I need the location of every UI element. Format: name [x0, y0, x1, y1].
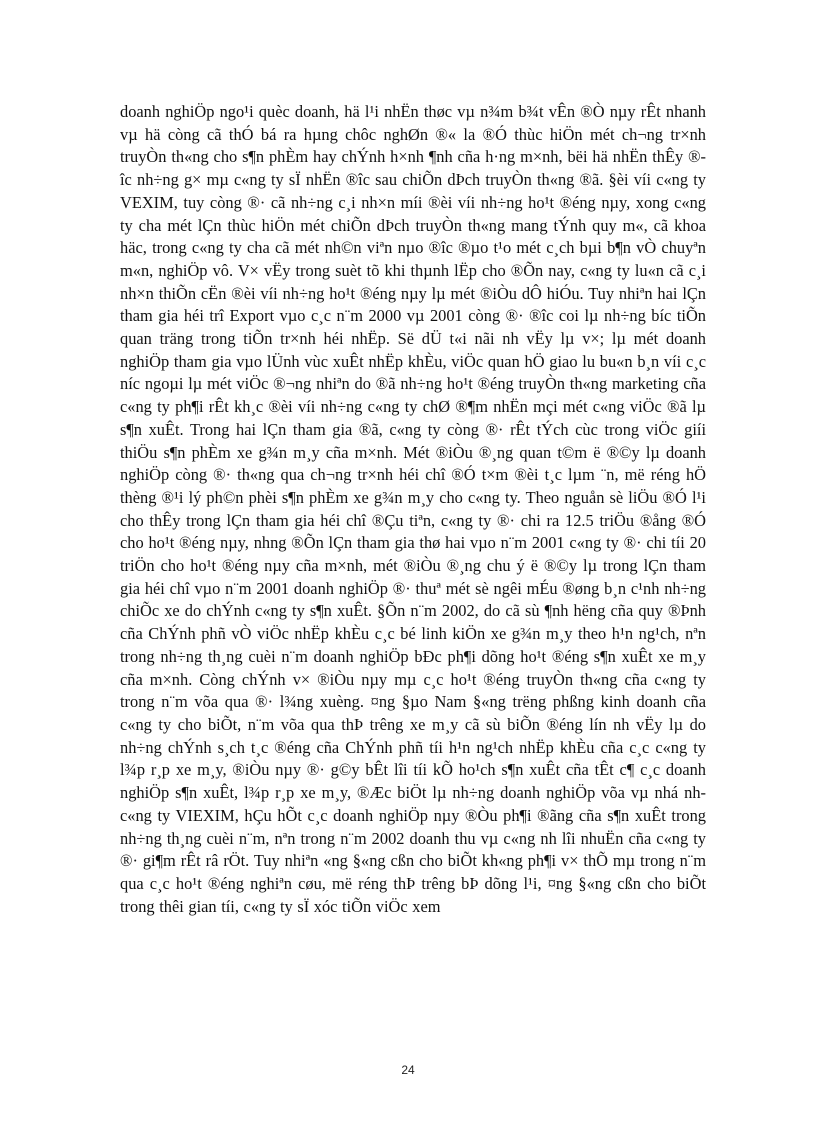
body-paragraph: doanh nghiÖp ngo¹i quèc doanh, hä l¹i nhËn thøc vµ n¾m b¾t vÊn ®Ò nµy rÊt nhanh vµ hä còng cã thÓ bá ra hµng chôc nghØn ®« la ®Ó thùc hiÖn mét ch¬ng tr×nh truyÒn th«ng cho s¶n phÈm hay chÝnh h×nh ¶nh cña h·ng m×nh, bëi hä nhËn thÊy ®îc nh÷ng g× mµ c«ng ty sÏ nhËn ®îc sau chiÕn dÞch truyÒn th«ng ®ã. §èi víi c«ng ty VEXIM, tuy còng ®· cã nh÷ng c¸i nh×n míi ®èi víi nh÷ng ho¹t ®éng nµy, xong c«ng ty cha mét lÇn thùc hiÖn mét chiÕn dÞch truyÒn th«ng mang tÝnh quy m«, cã khoa häc, trong c«ng ty cha cã mét nh©n viªn nµo ®îc ®µo t¹o mét c¸ch bµi b¶n vÒ chuyªn m«n, nghiÖp vô. V× vËy trong suèt tõ khi thµnh lËp cho ®Õn nay, c«ng ty lu«n cã c¸i nh×n thiÕn cËn ®èi víi nh÷ng ho¹t ®éng nµy lµ mét ®iÒu dÔ hiÓu. Tuy nhiªn hai lÇn tham gia héi trî Export vµo c¸c n¨m 2000 vµ 2001 còng ®· ®îc coi lµ nh÷ng bíc tiÕn quan träng trong tiÕn tr×nh héi nhËp. Së dÜ t«i nãi nh vËy lµ v×; lµ mét doanh nghiÖp tham gia vµo lÜnh vùc xuÊt nhËp khÈu, viÖc quan hÖ giao lu bu«n b¸n víi c¸c níc ngoµi lµ mét viÖc ®¬ng nhiªn do ®ã nh÷ng ho¹t ®éng truyÒn th«ng marketing cña c«ng ty ph¶i rÊt kh¸c ®èi víi nh÷ng c«ng ty chØ ®¶m nhËn mçi mét c«ng viÖc ®ã lµ s¶n xuÊt. Trong hai lÇn tham gia ®ã, c«ng ty còng ®· rÊt tÝch cùc trong viÖc giíi thiÖu s¶n phÈm xe g¾n m¸y cña m×nh. Mét ®iÒu ®¸ng quan t©m ë ®©y lµ doanh nghiÖp còng ®· th«ng qua ch¬ng tr×nh héi chî ®Ó t×m ®èi t¸c lµm ¨n, më réng hÖ thèng ®¹i lý ph©n phèi s¶n phÈm xe g¾n m¸y cho c«ng ty. Theo nguån sè liÖu ®Ó l¹i cho thÊy trong lÇn tham gia héi chî ®Çu tiªn, c«ng ty ®· chi ra 12.5 triÖu ®ång ®Ó cho ho¹t ®éng nµy, nhng ®Õn lÇn tham gia thø hai vµo n¨m 2001 c«ng ty ®· chi tíi 20 triÖn cho ho¹t ®éng nµy cña m×nh, mét ®iÒu ®¸ng chu ý ë ®©y lµ trong lÇn tham gia héi chî vµo n¨m 2001 doanh nghiÖp ®· thuª mét sè ngêi mÉu ®øng b¸n c¹nh nh÷ng chiÕc xe do chÝnh c«ng ty s¶n xuÊt. §Õn n¨m 2002, do cã sù ¶nh hëng cña quy ®Þnh cña ChÝnh phñ vÒ viÖc nhËp khÈu c¸c bé linh kiÖn xe g¾n m¸y theo h¹n ng¹ch, nªn trong nh÷ng th¸ng cuèi n¨m doanh nghiÖp bÐc ph¶i dõng ho¹t ®éng s¶n xuÊt xe m¸y cña m×nh. Còng chÝnh v× ®iÒu nµy mµ c¸c ho¹t ®éng truyÒn th«ng cña c«ng ty trong n¨m võa qua ®· l¾ng xuèng. ¤ng §µo Nam §«ng trëng phßng kinh doanh cña c«ng ty cho biÕt, n¨m võa qua thÞ trêng xe m¸y cã sù biÕn ®éng lín nh vËy lµ do nh÷ng chÝnh s¸ch t¸c ®éng cña ChÝnh phñ tíi h¹n ng¹ch nhËp khÈu cña c¸c c«ng ty l¾p r¸p xe m¸y, ®iÒu nµy ®· g©y bÊt lîi tíi kÕ ho¹ch s¶n xuÊt cña tÊt c¶ c¸c doanh nghiÖp s¶n xuÊt, l¾p r¸p xe m¸y, ®Æc biÖt lµ nh÷ng doanh nghiÖp võa vµ nhá nh c«ng ty VIEXIM, hÇu hÕt c¸c doanh nghiÖp nµy ®Òu ph¶i ®ãng cña s¶n xuÊt trong nh÷ng th¸ng cuèi n¨m, nªn trong n¨m 2002 doanh thu vµ c«ng nh lîi nhuËn cña c«ng ty ®· gi¶m rÊt râ rÖt. Tuy nhiªn «ng §«ng cßn cho biÕt kh«ng ph¶i v× thÕ mµ trong n¨m qua c¸c ho¹t ®éng nghiªn cøu, më réng thÞ trêng bÞ dõng l¹i, ¤ng §«ng cßn cho biÕt trong thêi gian tíi, c«ng ty sÏ xóc tiÕn viÖc xem [120, 102, 706, 916]
page-number: 24 [401, 1063, 415, 1077]
